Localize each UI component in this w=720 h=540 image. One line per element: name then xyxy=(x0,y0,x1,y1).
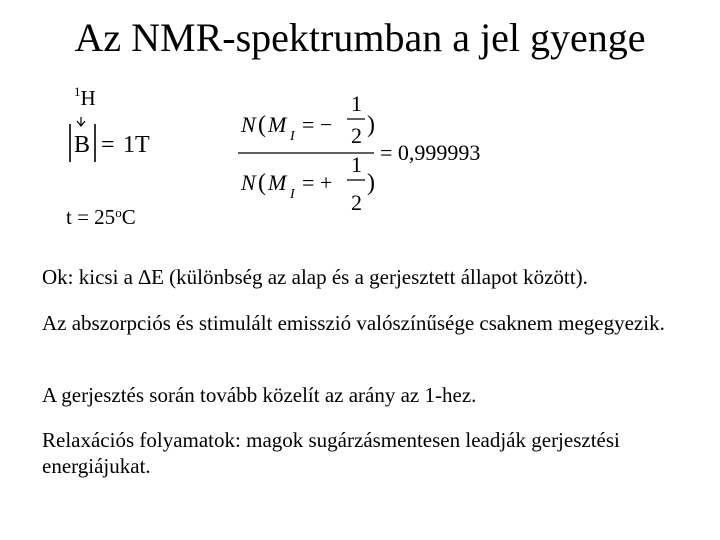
temperature-prefix: t = 25 xyxy=(66,205,116,229)
formula-result: = 0,999993 xyxy=(380,140,481,165)
paragraph-delta-e: Ok: kicsi a ∆E (különbség az alap és a gerjesztett állapot között). xyxy=(42,265,588,289)
paragraph-excitation-ratio: A gerjesztés során tovább közelít az arány az 1-hez. xyxy=(42,383,477,407)
temperature-unit: C xyxy=(121,205,136,229)
denominator-paren-open: ( xyxy=(258,170,266,196)
denominator-variable: M xyxy=(268,170,287,195)
mass-number: 1 xyxy=(74,84,81,99)
slide-title: Az NMR-spektrumban a jel gyenge xyxy=(74,15,646,60)
population-ratio-formula xyxy=(232,88,512,218)
nucleus-symbol: H xyxy=(80,86,96,110)
paragraph-absorption-emission: Az abszorpciós és stimulált emisszió valószínűsége csaknem megegyezik. xyxy=(42,311,665,335)
denominator-paren-close: ) xyxy=(367,170,375,196)
denominator-sign: = + xyxy=(302,170,333,195)
field-symbol: B xyxy=(74,132,91,158)
numerator-sign: = − xyxy=(302,112,333,137)
numerator-subscript: I xyxy=(290,129,295,144)
numerator-paren-close: ) xyxy=(367,112,375,138)
numerator-frac-den: 2 xyxy=(351,123,362,148)
denominator-subscript: I xyxy=(290,187,295,202)
formula-denominator xyxy=(240,152,375,215)
nucleus-label xyxy=(74,86,96,110)
numerator-frac-num: 1 xyxy=(351,91,362,116)
formula-numerator xyxy=(240,91,375,148)
temperature-label xyxy=(66,204,136,230)
field-value: 1T xyxy=(123,132,150,158)
magnetic-field-equation xyxy=(66,110,176,170)
field-equals: = xyxy=(101,132,115,158)
denominator-frac-num: 1 xyxy=(351,152,362,177)
denominator-function: N xyxy=(241,170,256,195)
numerator-paren-open: ( xyxy=(258,112,266,138)
numerator-variable: M xyxy=(268,112,287,137)
paragraph-relaxation: Relaxációs folyamatok: magok sugárzásmentesen leadják gerjesztési energiájukat. xyxy=(42,428,620,478)
degree-sign: o xyxy=(115,205,122,220)
numerator-function: N xyxy=(241,112,256,137)
denominator-frac-den: 2 xyxy=(351,190,362,215)
